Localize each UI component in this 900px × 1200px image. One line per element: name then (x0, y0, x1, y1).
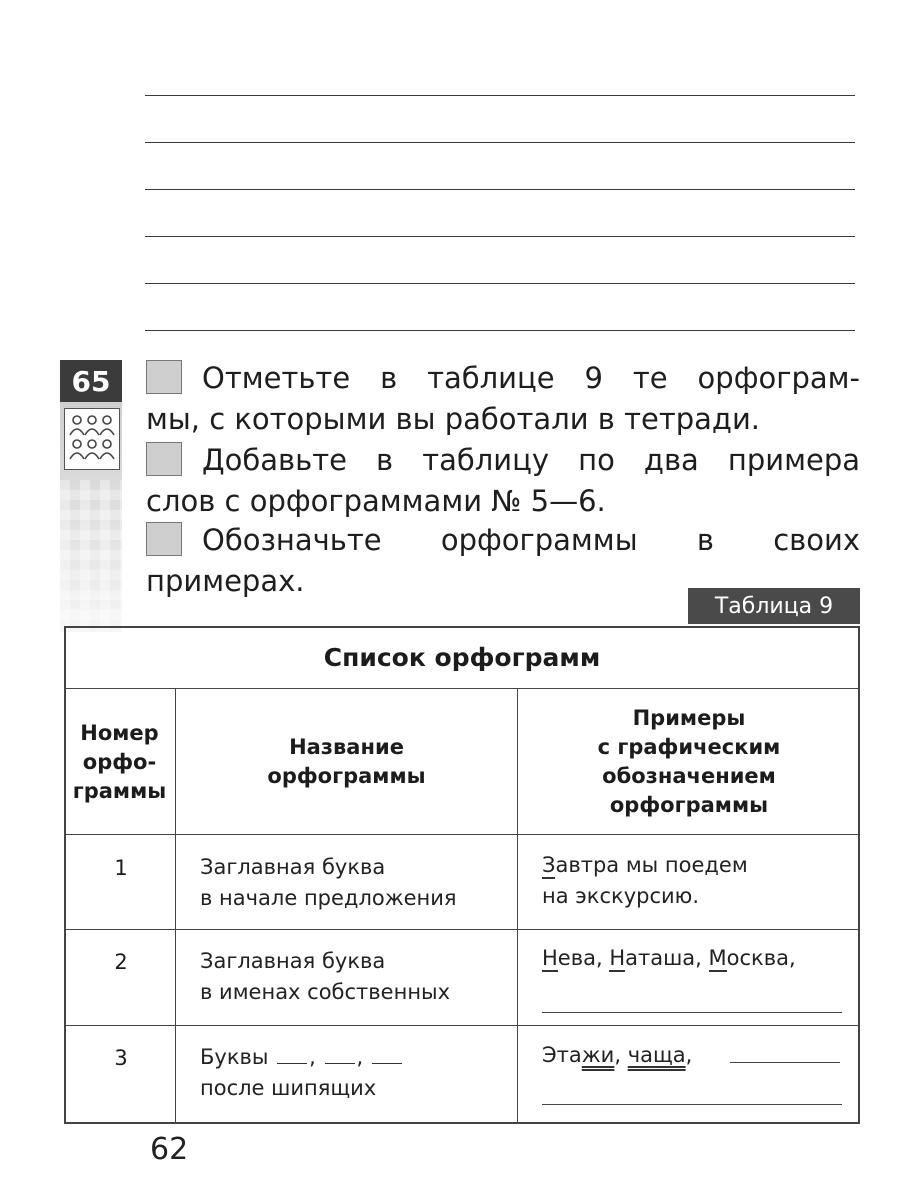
writing-line (145, 189, 855, 190)
letter-blank[interactable] (325, 1045, 355, 1064)
page-number: 62 (150, 1132, 189, 1167)
row-example: Завтра мы поедем на экскурсию. (542, 853, 748, 908)
row-name: Буквы , , после шипящих (200, 1042, 404, 1104)
row-name: Заглавная буква в именах собственных (200, 949, 451, 1004)
checkbox-instruction-2[interactable] (146, 442, 182, 476)
writing-line (145, 236, 855, 237)
instruction-1: Отметьте в таблице 9 те орфограм- мы, с которыми вы работали в тетради. (146, 361, 860, 436)
group-icon (64, 408, 120, 470)
answer-blank[interactable] (542, 1104, 842, 1105)
table-divider (64, 834, 860, 835)
row-example: Этажи, чаща, (542, 1043, 693, 1067)
answer-blank[interactable] (542, 1012, 842, 1013)
row-number: 3 (114, 1046, 128, 1070)
task-number: 65 (60, 360, 122, 402)
checkbox-instruction-3[interactable] (146, 522, 182, 556)
row-number: 2 (114, 950, 128, 974)
row-name: Заглавная буква в начале предложения (200, 855, 457, 910)
table-title: Список орфограмм (323, 642, 601, 672)
table-label: Таблица 9 (688, 588, 860, 624)
header-name: Название орфограммы (267, 735, 426, 788)
row-example: Нева, Наташа, Москва, (542, 946, 796, 970)
writing-line (145, 142, 855, 143)
writing-line (145, 330, 855, 331)
table-divider (64, 1025, 860, 1026)
header-number: Номер орфо- граммы (72, 720, 167, 803)
instruction-2: Добавьте в таблицу по два примера слов с орфограммами № 5—6. (146, 443, 860, 518)
answer-blank[interactable] (730, 1062, 840, 1063)
instruction-3: Обозначьте орфограммы в своих примерах. (146, 523, 860, 598)
row-number: 1 (114, 856, 128, 880)
header-examples: Примеры с графическим обозначением орфограммы (597, 706, 781, 817)
writing-line (145, 95, 855, 96)
letter-blank[interactable] (277, 1045, 307, 1064)
writing-line (145, 283, 855, 284)
checkbox-instruction-1[interactable] (146, 360, 182, 394)
table-divider (64, 688, 860, 689)
table-divider (64, 929, 860, 930)
letter-blank[interactable] (372, 1045, 402, 1064)
